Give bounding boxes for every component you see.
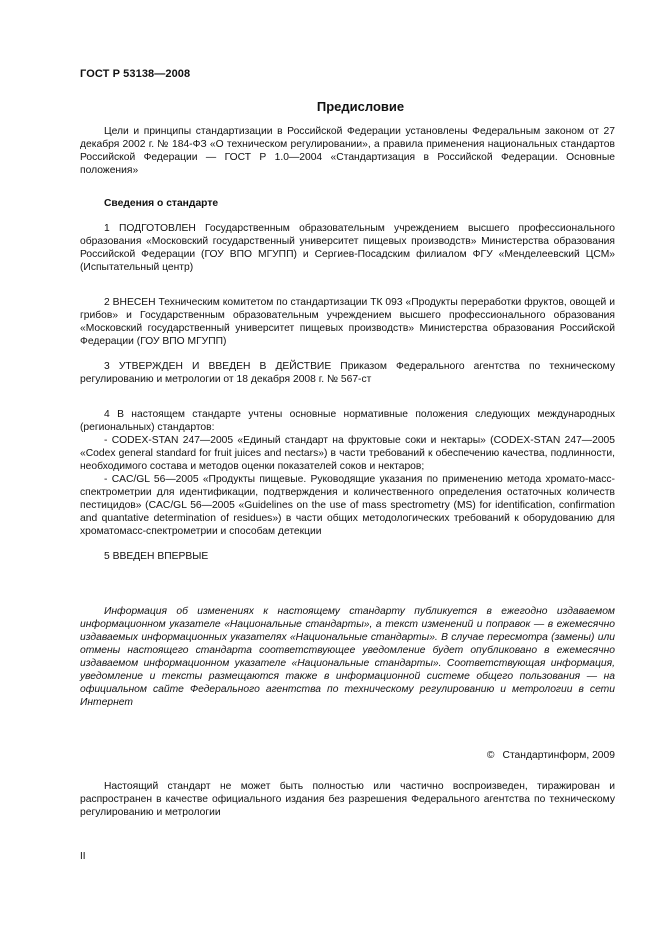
section-heading: Сведения о стандарте xyxy=(104,198,219,209)
copyright-line xyxy=(80,749,615,762)
item-2-paragraph: 2 ВНЕСЕН Техническим комитетом по стандартизации ТК 093 «Продукты переработки фруктов, овощей и грибов» и Государственным образовательным учреждением высшего профессионального образования «Московский государственный университет пищевых производств» Министерства образования Российской Федерации (ГОУ ВПО МГУПП) xyxy=(80,297,615,347)
item-4-cac-gl: - CAC/GL 56—2005 «Продукты пищевые. Руководящие указания по применению метода хромато-масс-спектрометрии для идентификации, подтверждения и количественного определения остаточных количеств пестицидов» (CAC/GL 56—2005 «Guidelines on the use of mass spectrometry (MS) for identification, confirmation and quantative determination of residues») в части общих методологических требований к оборудованию для хроматомасс-спектрометрии и способам детекции xyxy=(80,474,615,537)
intro-paragraph: Цели и принципы стандартизации в Российской Федерации установлены Федеральным законом от 27 декабря 2002 г. № 184-ФЗ «О техническом регулировании», а правила применения национальных стандартов Российской Федерации — ГОСТ Р 1.0—2004 «Стандартизация в Российской Федерации. Основные положения» xyxy=(80,126,615,176)
page-number: II xyxy=(80,851,86,862)
item-1-paragraph: 1 ПОДГОТОВЛЕН Государственным образовательным учреждением высшего профессионального образования «Московский государственный университет пищевых производств» Министерства образования Российской Федерации (ГОУ ВПО МГУПП) и Сергиев-Посадским филиалом ФГУ «Менделеевский ЦСМ» (Испытательный центр) xyxy=(80,223,615,273)
document-code: ГОСТ Р 53138—2008 xyxy=(80,68,191,80)
copyright-symbol: © xyxy=(486,750,495,761)
copyright-text: Стандартинформ, 2009 xyxy=(502,750,615,761)
reproduction-notice: Настоящий стандарт не может быть полностью или частично воспроизведен, тиражирован и распространен в качестве официального издания без разрешения Федерального агентства по техническому регулированию и метрологии xyxy=(80,781,615,818)
page-title: Предисловие xyxy=(316,99,405,114)
item-4-block xyxy=(80,408,615,538)
item-4-intro: 4 В настоящем стандарте учтены основные нормативные положения следующих международных (региональных) стандартов: xyxy=(80,409,615,433)
item-3-paragraph: 3 УТВЕРЖДЕН И ВВЕДЕН В ДЕЙСТВИЕ Приказом Федерального агентства по техническому регулированию и метрологии от 18 декабря 2008 г. № 567-ст xyxy=(80,361,615,385)
info-notice: Информация об изменениях к настоящему стандарту публикуется в ежегодно издаваемом информационном указателе «Национальные стандарты», а текст изменений и поправок — в ежемесячно издаваемых информационных указателях «Национальные стандарты». В случае пересмотра (замены) или отмены настоящего стандарта соответствующее уведомление будет опубликовано в ежемесячно издаваемом информационном указателе «Национальные стандарты». Соответствующая информация, уведомление и тексты размещаются также в информационной системе общего пользования — на официальном сайте Федерального агентства по техническому регулированию и метрологии в сети Интернет xyxy=(80,606,615,708)
item-5-paragraph: 5 ВВЕДЕН ВПЕРВЫЕ xyxy=(104,551,209,562)
document-body xyxy=(80,125,615,829)
item-4-codex-stan: - CODEX-STAN 247—2005 «Единый стандарт на фруктовые соки и нектары» (CODEX-STAN 247—2005 «Codex general standard for fruit juices and nectars») в части требований к обеспечению качества, подлинности, необходимого состава и методов оценки показателей соков и нектаров; xyxy=(80,435,615,472)
